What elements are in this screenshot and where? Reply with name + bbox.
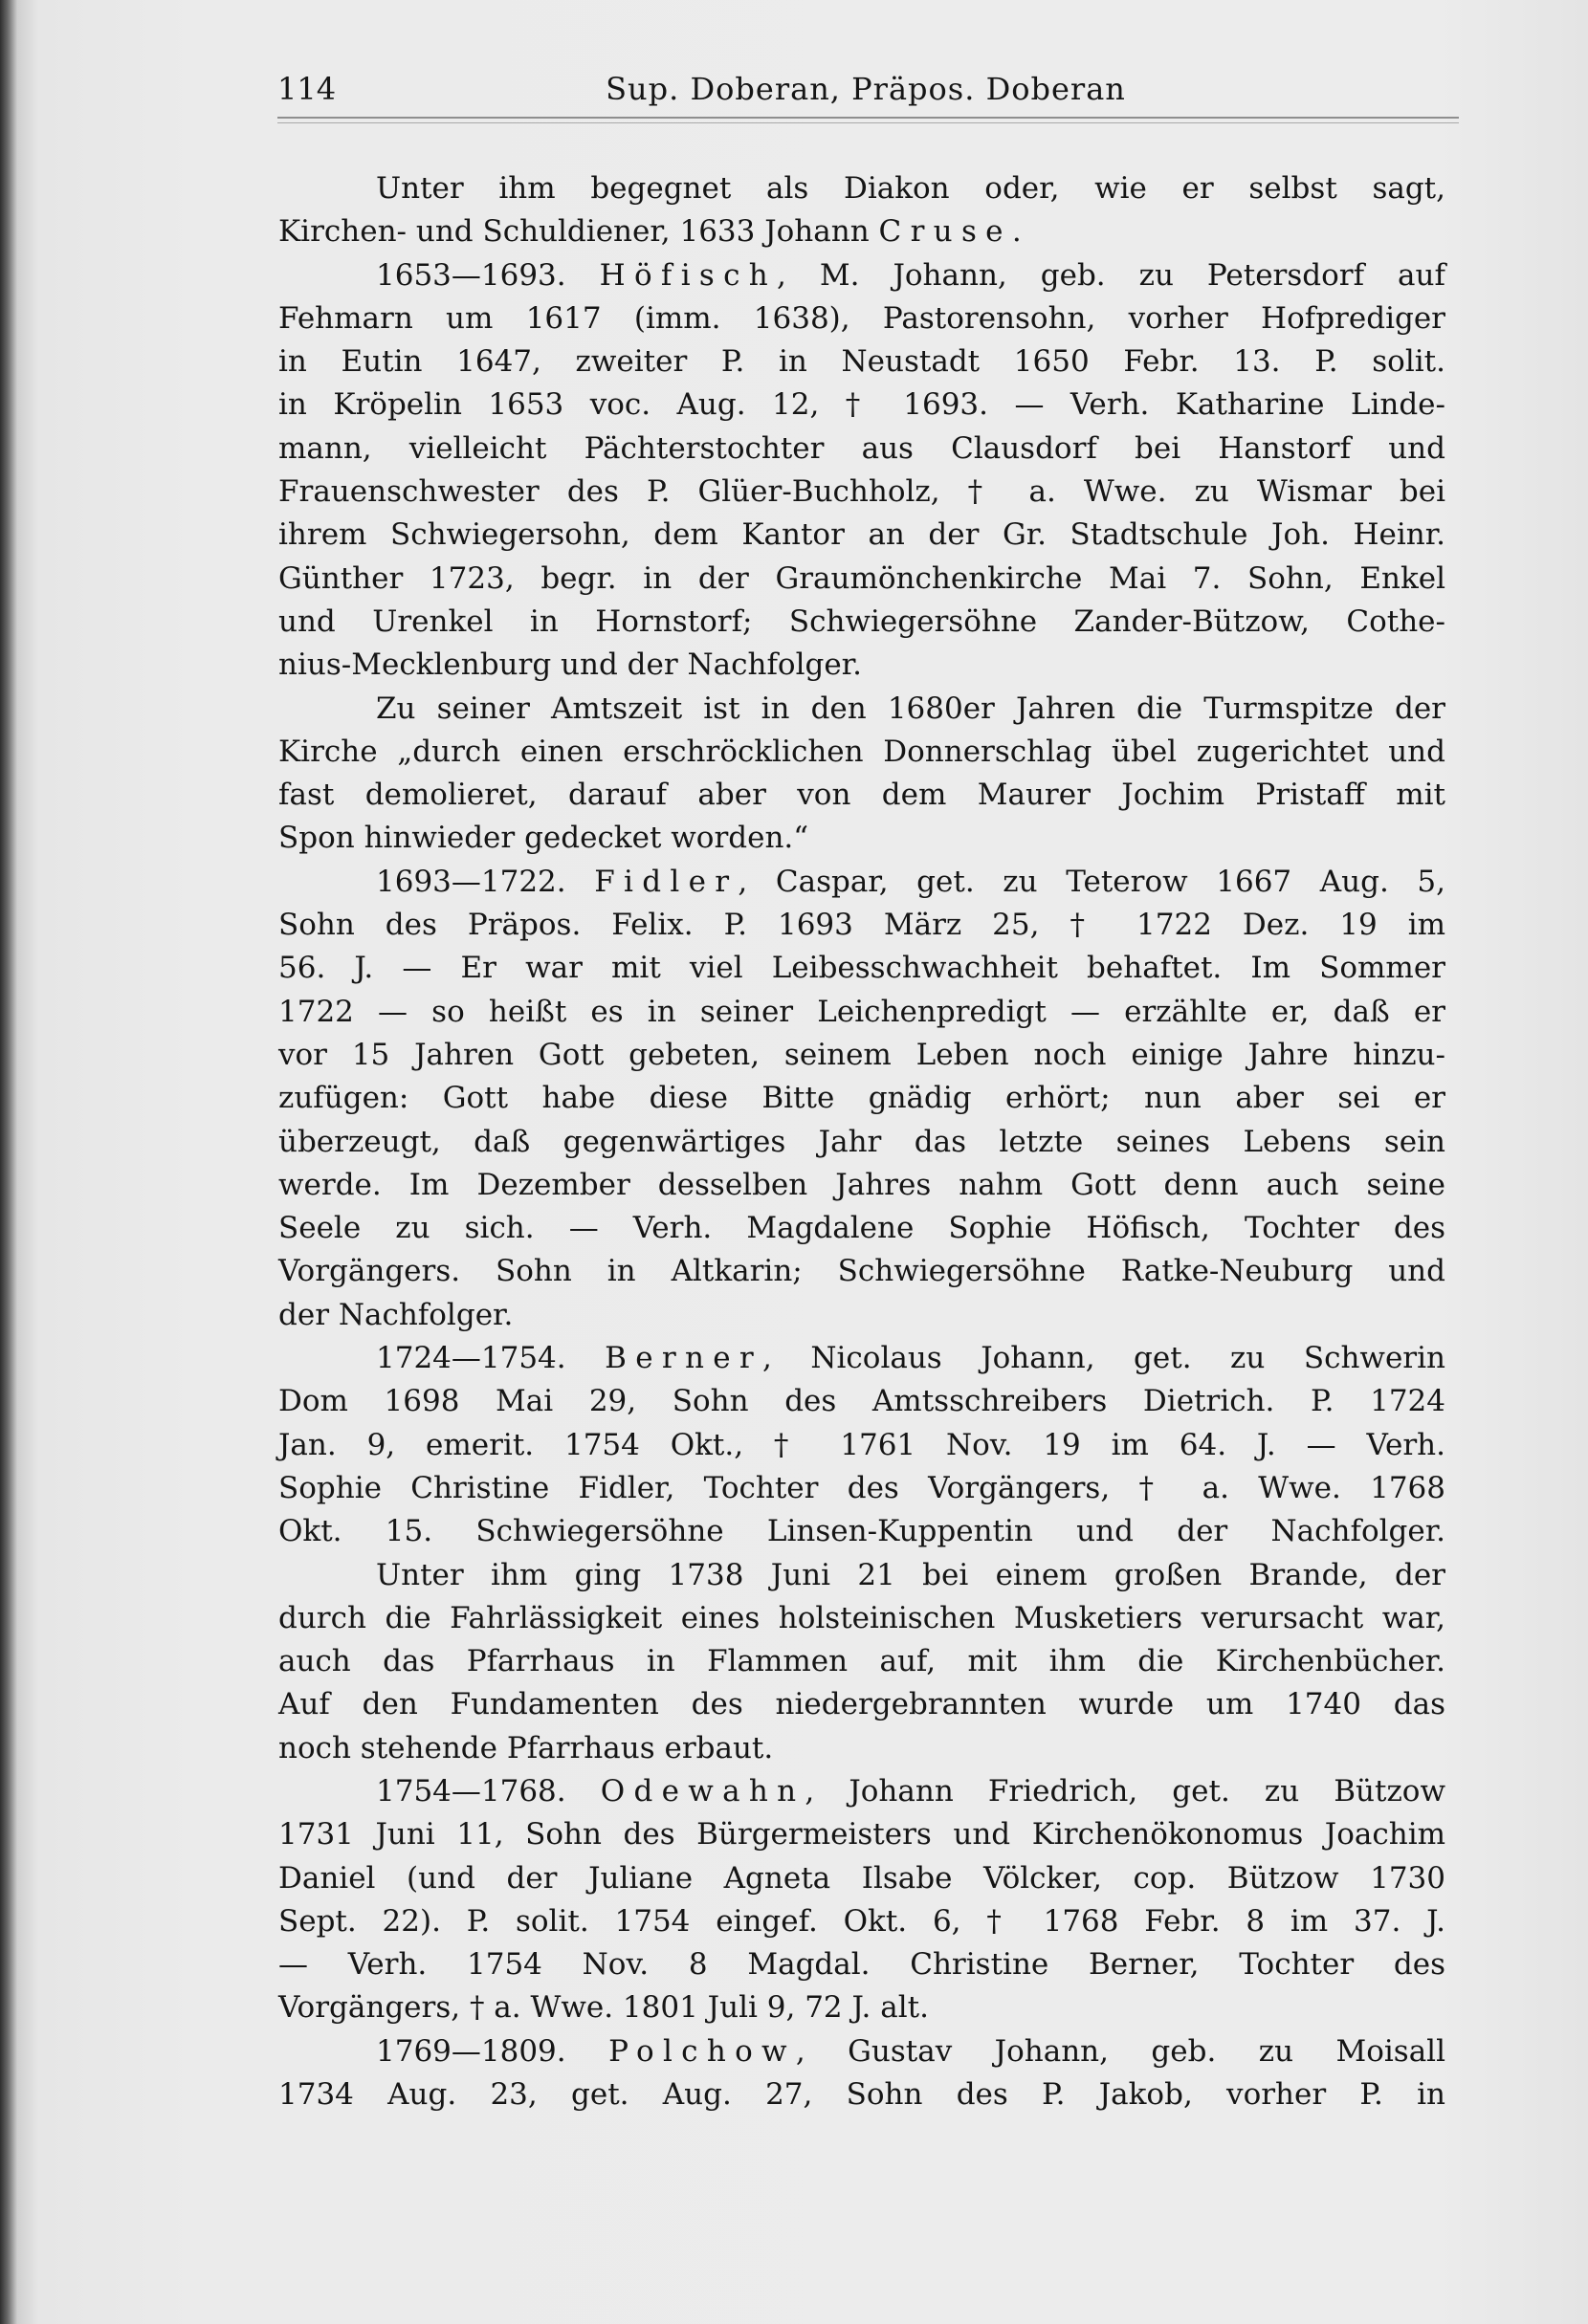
line-text: Sohn des Präpos. Felix. P. 1693 März 25, † 1722 Dez. 19 im [278, 908, 1445, 943]
text-line [278, 2030, 1445, 2073]
page-number: 114 [277, 71, 337, 107]
text-line [278, 1943, 1445, 1986]
line-text: Frauenschwester des P. Glüer-Buchholz, † a. Wwe. zu Wismar bei [278, 474, 1445, 510]
line-text: 1734 Aug. 23, get. Aug. 27, Sohn des P. Jakob, vorher P. in [278, 2077, 1445, 2113]
text-line [278, 774, 1445, 817]
line-text: Sept. 22). P. solit. 1754 eingef. Okt. 6, † 1768 Febr. 8 im 37. J. [278, 1903, 1445, 1939]
line-text: 1731 Juni 11, Sohn des Bürgermeisters und Kirchenökonomus Joachim [278, 1817, 1445, 1853]
line-text: in Kröpelin 1653 voc. Aug. 12, † 1693. — Verh. Katharine Linde- [278, 387, 1445, 423]
line-text: ihrem Schwiegersohn, dem Kantor an der Gr. Stadtschule Joh. Heinr. [278, 517, 1445, 553]
text-line [278, 1207, 1445, 1250]
line-text: Auf den Fundamenten des niedergebrannten wurde um 1740 das [278, 1687, 1445, 1722]
text-line [278, 1857, 1445, 1900]
text-line [278, 2073, 1445, 2116]
line-text: nius-Mecklenburg und der Nachfolger. [278, 647, 862, 683]
running-title: Sup. Doberan, Präpos. Doberan [606, 71, 1126, 107]
text-line [278, 1640, 1445, 1683]
page-body-text [278, 167, 1445, 2116]
line-text: Zu seiner Amtszeit ist in den 1680er Jahren die Turmspitze der [376, 691, 1445, 726]
line-text: Dom 1698 Mai 29, Sohn des Amtsschreibers Dietrich. P. 1724 [278, 1384, 1445, 1419]
text-line [278, 1250, 1445, 1293]
text-line [278, 1683, 1445, 1726]
text-line [278, 1597, 1445, 1640]
line-text: zufügen: Gott habe diese Bitte gnädig erhört; nun aber sei er [278, 1081, 1445, 1116]
text-line [278, 1554, 1445, 1597]
pastor-name: Berner [605, 1341, 763, 1376]
text-line [278, 601, 1445, 644]
line-text: , Johann Friedrich, get. zu Bützow [805, 1773, 1445, 1809]
line-text: , Nicolaus Johann, get. zu Schwerin [762, 1341, 1445, 1376]
page-header [277, 71, 1454, 119]
line-text: werde. Im Dezember desselben Jahres nahm Gott denn auch seine [278, 1167, 1445, 1202]
text-line [278, 558, 1445, 601]
line-text: durch die Fahrlässigkeit eines holsteinischen Musketiers verursacht war, [278, 1600, 1445, 1635]
text-line [278, 731, 1445, 774]
text-line [278, 1770, 1445, 1813]
text-line [278, 340, 1445, 384]
text-line [278, 167, 1445, 210]
line-text: Sophie Christine Fidler, Tochter des Vorgängers, † a. Wwe. 1768 [278, 1470, 1445, 1505]
text-line [278, 1294, 1445, 1337]
text-line [278, 1121, 1445, 1164]
text-line [278, 254, 1445, 297]
line-text: Vorgängers, † a. Wwe. 1801 Juli 9, 72 J. alt. [278, 1990, 929, 2026]
line-text: 1754—1768. [376, 1773, 601, 1809]
text-line [278, 1380, 1445, 1423]
text-line [278, 1424, 1445, 1467]
text-line [278, 1727, 1445, 1770]
text-line [278, 904, 1445, 947]
text-line [278, 644, 1445, 687]
pastor-name: Cruse [878, 214, 1012, 250]
line-text: , M. Johann, geb. zu Petersdorf auf [777, 257, 1445, 293]
line-text: Seele zu sich. — Verh. Magdalene Sophie Höfisch, Tochter des [278, 1211, 1445, 1246]
text-line [278, 991, 1445, 1034]
text-line [278, 1034, 1445, 1077]
text-line [278, 514, 1445, 557]
line-text: Unter ihm begegnet als Diakon oder, wie er selbst sagt, [376, 171, 1445, 206]
line-text: 1693—1722. [376, 864, 595, 899]
line-text: und Urenkel in Hornstorf; Schwiegersöhne Zander-Bützow, Cothe- [278, 603, 1445, 639]
pastor-name: Fidler [594, 864, 739, 899]
text-line [278, 947, 1445, 990]
line-text: vor 15 Jahren Gott gebeten, seinem Leben noch einige Jahre hinzu- [278, 1037, 1445, 1072]
text-line [278, 1900, 1445, 1943]
line-text: , Gustav Johann, geb. zu Moisall [795, 2033, 1446, 2069]
line-text: Vorgängers. Sohn in Altkarin; Schwiegersöhne Ratke-Neuburg und [278, 1254, 1445, 1289]
line-text: in Eutin 1647, zweiter P. in Neustadt 1650 Febr. 13. P. solit. [278, 344, 1445, 380]
text-line [278, 384, 1445, 427]
line-text: Kirchen- und Schuldiener, 1633 Johann [278, 214, 879, 250]
pastor-name: Höfisch [599, 257, 778, 293]
line-text: 1724—1754. [376, 1341, 606, 1376]
line-text: Günther 1723, begr. in der Graumönchenkirche Mai 7. Sohn, Enkel [278, 560, 1445, 596]
text-line [278, 1510, 1445, 1553]
line-text: auch das Pfarrhaus in Flammen auf, mit ihm die Kirchenbücher. [278, 1644, 1445, 1679]
line-text: Okt. 15. Schwiegersöhne Linsen-Kuppentin und der Nachfolger. [278, 1514, 1445, 1549]
line-text: mann, vielleicht Pächterstochter aus Clausdorf bei Hanstorf und [278, 430, 1445, 466]
line-text: Daniel (und der Juliane Agneta Ilsabe Völcker, cop. Bützow 1730 [278, 1860, 1445, 1896]
pastor-name: Odewahn [600, 1773, 805, 1809]
line-text: . [1011, 214, 1022, 250]
text-line [278, 1164, 1445, 1207]
line-text: der Nachfolger. [278, 1297, 514, 1332]
text-line [278, 210, 1445, 253]
text-line [278, 1337, 1445, 1380]
line-text: Fehmarn um 1617 (imm. 1638), Pastorensohn, vorher Hofprediger [278, 300, 1445, 336]
header-rule [277, 117, 1459, 123]
text-line [278, 1986, 1445, 2029]
text-line [278, 861, 1445, 904]
text-line [278, 817, 1445, 860]
line-text: 1653—1693. [376, 257, 600, 293]
text-line [278, 428, 1445, 471]
text-line [278, 688, 1445, 731]
text-line [278, 297, 1445, 340]
pastor-name: Polchow [608, 2033, 796, 2069]
line-text: — Verh. 1754 Nov. 8 Magdal. Christine Berner, Tochter des [278, 1947, 1445, 1983]
line-text: 1769—1809. [376, 2033, 609, 2069]
line-text: Kirche „durch einen erschröcklichen Donnerschlag übel zugerichtet und [278, 734, 1445, 769]
line-text: fast demolieret, darauf aber von dem Maurer Jochim Pristaff mit [278, 778, 1445, 813]
line-text: noch stehende Pfarrhaus erbaut. [278, 1730, 774, 1765]
text-line [278, 1467, 1445, 1510]
line-text: überzeugt, daß gegenwärtiges Jahr das letzte seines Lebens sein [278, 1124, 1445, 1159]
text-line [278, 471, 1445, 514]
line-text: Spon hinwieder gedecket worden.“ [278, 821, 809, 856]
line-text: 1722 — so heißt es in seiner Leichenpredigt — erzählte er, daß er [278, 994, 1445, 1029]
line-text: Jan. 9, emerit. 1754 Okt., † 1761 Nov. 19 im 64. J. — Verh. [278, 1427, 1445, 1462]
line-text: , Caspar, get. zu Teterow 1667 Aug. 5, [738, 864, 1445, 899]
line-text: Unter ihm ging 1738 Juni 21 bei einem großen Brande, der [376, 1557, 1445, 1592]
text-line [278, 1813, 1445, 1856]
line-text: 56. J. — Er war mit viel Leibesschwachheit behaftet. Im Sommer [278, 951, 1445, 986]
text-line [278, 1077, 1445, 1120]
